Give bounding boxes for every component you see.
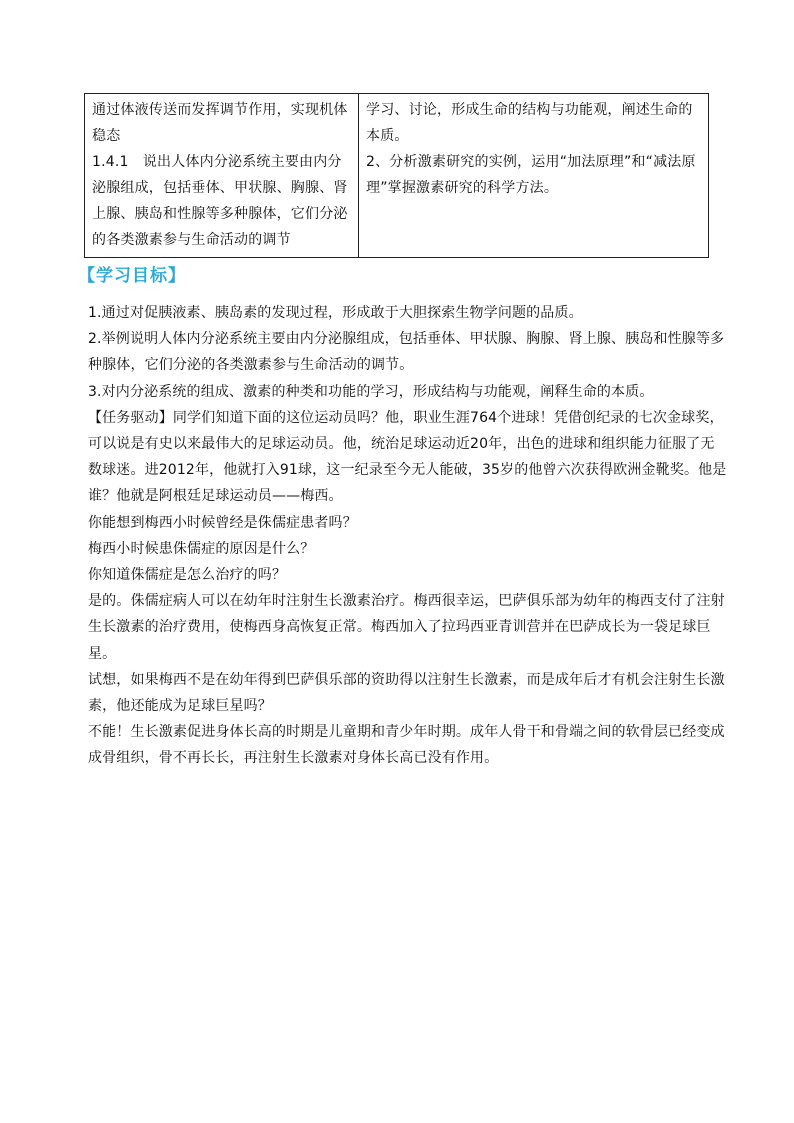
task-intro-paragraph: 【任务驱动】同学们知道下面的这位运动员吗？他，职业生涯764个进球！凭借创纪录的七次金球奖，可以说是有史以来最伟大的足球运动员。他，统治足球运动近20年，出色的进球和组织能力征服了无数球迷。进2012年，他就打入91球，这一纪录至今无人能破，35岁的他曾六次获得欧洲金靴奖。他是谁？他就是阿根廷足球运动员——梅西。 (88, 409, 727, 505)
table-row (85, 94, 709, 258)
table-cell-text: 1.4.1 说出人体内分泌系统主要由内分泌腺组成，包括垂体、甲状腺、胸腺、肾上腺、胰岛和性腺等多种腺体，它们分泌的各类激素参与生命活动的调节 (92, 154, 348, 248)
question-4: 试想，如果梅西不是在幼年得到巴萨俱乐部的资助得以注射生长激素，而是成年后才有机会注射生长激素，他还能成为足球巨星吗？ (88, 671, 725, 715)
table-cell-text: 2、分析激素研究的实例，运用“加法原理”和“减法原理”掌握激素研究的科学方法。 (366, 154, 696, 196)
question-3: 你知道侏儒症是怎么治疗的吗？ (88, 567, 287, 584)
objective-3: 3.对内分泌系统的组成、激素的种类和功能的学习，形成结构与功能观，阐释生命的本质。 (88, 383, 654, 400)
answer-paragraph-2: 不能！生长激素促进身体长高的时期是儿童期和青少年时期。成年人骨干和骨端之间的软骨层已经变成成骨组织，骨不再长长，再注射生长激素对身体长高已没有作用。 (88, 724, 725, 767)
question-2: 梅西小时候患侏儒症的原因是什么？ (88, 540, 315, 557)
objective-2: 2.举例说明人体内分泌系统主要由内分泌腺组成，包括垂体、甲状腺、胸腺、肾上腺、胰岛和性腺等多种腺体，它们分泌的各类激素参与生命活动的调节。 (88, 331, 725, 374)
answer-paragraph: 是的。侏儒症病人可以在幼年时注射生长激素治疗。梅西很幸运，巴萨俱乐部为幼年的梅西支付了注射生长激素的治疗费用，使梅西身高恢复正常。梅西加入了拉玛西亚青训营并在巴萨成长为一袋足球巨星。 (88, 593, 725, 662)
objective-1: 1.通过对促胰液素、胰岛素的发现过程，形成敢于大胆探索生物学问题的品质。 (88, 305, 583, 321)
body-text (88, 300, 728, 772)
table-cell-text: 学习、讨论，形成生命的结构与功能观，阐述生命的本质。 (366, 102, 693, 144)
section-heading-learning-objectives: 【学习目标】 (78, 266, 186, 286)
table-cell-competencies (359, 94, 709, 258)
table-cell-text: 通过体液传送而发挥调节作用，实现机体稳态 (92, 102, 348, 144)
standards-table (84, 93, 709, 258)
question-1: 你能想到梅西小时候曾经是侏儒症患者吗？ (88, 514, 357, 531)
table-cell-standards (85, 94, 359, 258)
